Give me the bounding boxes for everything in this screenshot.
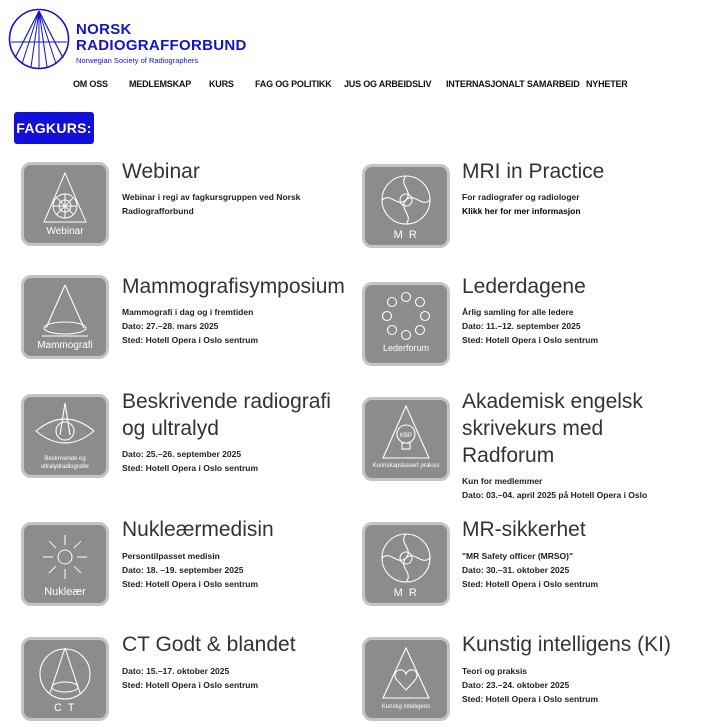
course-tile[interactable] <box>21 275 109 359</box>
course-details: Mammografi i dag og i fremtiden Dato: 27.–28. mars 2025 Sted: Hotell Opera i Oslo sentrum <box>122 307 259 345</box>
course-details: Årlig samling for alle ledere Dato: 11.–12. september 2025 Sted: Hotell Opera i Oslo sentrum <box>462 307 599 345</box>
course-title[interactable]: MRI in Practice <box>462 160 605 183</box>
nav-medlemskap[interactable]: MEDLEMSKAP <box>129 79 192 89</box>
course-details: Dato: 15.–17. oktober 2025 Sted: Hotell Opera i Oslo sentrum <box>122 666 259 690</box>
nav-fag-og-politikk[interactable]: FAG OG POLITIKK <box>255 79 332 89</box>
course-title[interactable]: Lederdagene <box>462 275 586 298</box>
course-title[interactable]: CT Godt & blandet <box>122 633 296 656</box>
brand-name-line1[interactable]: NORSK <box>76 21 132 38</box>
tile-label: M R <box>393 587 419 599</box>
nav-nyheter[interactable]: NYHETER <box>586 79 628 89</box>
tile-label: Mammografi <box>37 340 93 351</box>
nav-internasjonalt-samarbeid[interactable]: INTERNASJONALT SAMARBEID <box>446 79 580 89</box>
course-title[interactable]: Kunstig intelligens (KI) <box>462 633 671 656</box>
nav-kurs[interactable]: KURS <box>209 79 234 89</box>
course-tile[interactable] <box>362 397 450 481</box>
tile-label: Kunnskapsbasert praksis <box>372 463 440 469</box>
kbp-mark: KBP <box>399 433 413 439</box>
course-tile[interactable] <box>362 522 450 606</box>
course-details: Teori og praksis Dato: 23.–24. oktober 2025 Sted: Hotell Opera i Oslo sentrum <box>462 666 599 704</box>
nav-om-oss[interactable]: OM OSS <box>73 79 108 89</box>
tile-label: Beskrivende og ultralydradiografer <box>40 456 90 470</box>
main-nav <box>60 79 700 93</box>
more-info-link[interactable]: Klikk her for mer informasjon <box>462 206 581 216</box>
tile-label: Webinar <box>46 226 84 237</box>
course-details: For radiografer og radiologer Klikk her for mer informasjon <box>462 192 581 216</box>
course-title[interactable]: Akademisk engelsk skrivekurs med Radforum <box>462 390 643 467</box>
brand-subtitle: Norwegian Society of Radiographers <box>76 56 199 65</box>
site-header <box>0 0 712 110</box>
course-title[interactable]: MR-sikkerhet <box>462 518 586 541</box>
course-title[interactable]: Mammografisymposium <box>122 275 345 298</box>
logo-icon[interactable] <box>8 8 70 70</box>
course-title[interactable]: Webinar <box>122 160 200 183</box>
tile-label: M R <box>393 229 419 241</box>
course-tile[interactable] <box>362 637 450 721</box>
course-tile[interactable] <box>21 162 109 246</box>
course-details: Kun for medlemmer Dato: 03.–04. april 2025 på Hotell Opera i Oslo <box>462 476 648 500</box>
course-details: "MR Safety officer (MRSO)" Dato: 30.–31. oktober 2025 Sted: Hotell Opera i Oslo sentrum <box>462 551 599 589</box>
course-tile[interactable] <box>21 522 109 606</box>
tile-label: Lederforum <box>382 343 430 353</box>
course-details: Dato: 25.–26. september 2025 Sted: Hotell Opera i Oslo sentrum <box>122 449 259 473</box>
course-tile[interactable] <box>362 282 450 366</box>
course-details: Webinar i regi av fagkursgruppen ved Norsk Radiografforbund <box>122 192 301 216</box>
tile-label: Kunstig intelligens <box>381 704 431 710</box>
course-tile[interactable] <box>21 637 109 721</box>
brand-name-line2[interactable]: RADIOGRAFFORBUND <box>76 37 247 54</box>
course-details: Persontilpasset medisin Dato: 18. –19. september 2025 Sted: Hotell Opera i Oslo sentrum <box>122 551 259 589</box>
fagkurs-badge: FAGKURS: <box>14 112 94 144</box>
course-title[interactable]: Beskrivende radiografi og ultralyd <box>122 390 331 440</box>
course-title[interactable]: Nukleærmedisin <box>122 518 274 541</box>
nav-jus-og-arbeidsliv[interactable]: JUS OG ARBEIDSLIV <box>344 79 432 89</box>
course-tile[interactable] <box>362 164 450 248</box>
tile-label: Nukleær <box>44 586 86 598</box>
course-tile[interactable] <box>21 394 109 478</box>
tile-label: C T <box>53 702 77 714</box>
